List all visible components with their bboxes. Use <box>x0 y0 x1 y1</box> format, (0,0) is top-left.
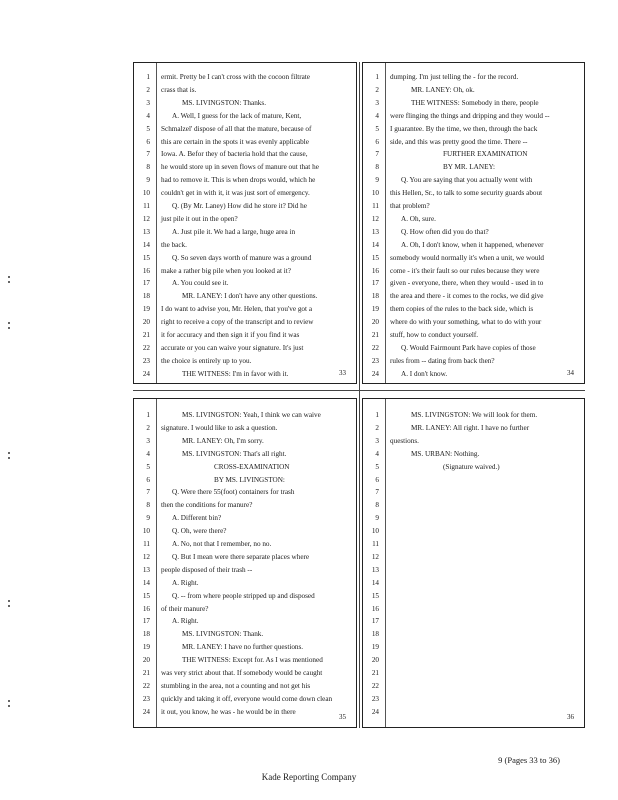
line-number: 9 <box>146 176 150 185</box>
line-text: MS. LIVINGSTON: Thanks. <box>182 98 266 107</box>
line-text: rules from -- dating from back then? <box>390 356 495 365</box>
transcript-line <box>363 486 584 499</box>
line-text: of their manure? <box>161 604 209 613</box>
line-text: Q. You are saying that you actually went with <box>401 176 533 185</box>
line-number: 5 <box>146 462 150 471</box>
line-number: 24 <box>142 369 150 378</box>
line-number: 7 <box>375 488 379 497</box>
page-number: 36 <box>567 713 574 721</box>
transcript-line <box>363 368 584 381</box>
transcript-line <box>363 97 584 110</box>
line-number: 4 <box>146 111 150 120</box>
transcript-line <box>134 654 356 667</box>
line-number: 1 <box>375 73 379 81</box>
line-number: 2 <box>146 423 150 432</box>
line-number: 17 <box>371 279 379 288</box>
margin-dots <box>8 700 10 710</box>
transcript-line <box>134 226 356 239</box>
line-text: this are certain in the spots it was evenly applicable <box>161 137 309 146</box>
line-text: stumbling in the area, not a counting and not get his <box>161 681 311 690</box>
line-number: 8 <box>146 163 150 172</box>
line-text: the choice is entirely up to you. <box>161 356 252 365</box>
line-text: A. Right. <box>172 578 199 587</box>
transcript-line <box>134 71 356 84</box>
line-text: quickly and taking it off, everyone would come down clean <box>161 694 333 703</box>
transcript-line <box>134 277 356 290</box>
transcript-line <box>134 435 356 448</box>
line-text: given - everyone, there, when they would - used in to <box>390 279 544 288</box>
line-number: 16 <box>371 604 379 613</box>
transcript-line <box>363 290 584 303</box>
transcript-line <box>363 409 584 422</box>
line-number: 16 <box>142 604 150 613</box>
line-number: 19 <box>371 305 379 314</box>
transcript-line <box>134 590 356 603</box>
transcript-line <box>363 706 584 719</box>
line-number: 5 <box>375 124 379 133</box>
line-number: 2 <box>375 423 379 432</box>
line-text: somebody would normally it's when a unit, we would <box>390 253 545 262</box>
line-number: 11 <box>372 202 379 210</box>
transcript-line <box>363 148 584 161</box>
line-number: 8 <box>146 501 150 510</box>
line-number: 5 <box>146 124 150 133</box>
line-number: 13 <box>142 227 150 236</box>
transcript-line <box>363 590 584 603</box>
line-number: 2 <box>146 85 150 94</box>
line-number: 9 <box>375 176 379 185</box>
line-number: 22 <box>371 681 379 690</box>
line-text: MR. LANEY: Oh, I'm sorry. <box>182 436 264 445</box>
line-number: 15 <box>142 591 150 600</box>
line-text: that problem? <box>390 202 430 210</box>
transcript-line <box>134 110 356 123</box>
transcript-line <box>134 265 356 278</box>
line-text: had to remove it. This is when drops would, which he <box>161 176 316 185</box>
transcript-line <box>134 512 356 525</box>
transcript-line <box>134 525 356 538</box>
transcript-line <box>134 409 356 422</box>
line-text: A. Right. <box>172 617 199 626</box>
line-number: 22 <box>142 681 150 690</box>
transcript-line <box>134 486 356 499</box>
transcript-line <box>363 239 584 252</box>
transcript-line <box>134 148 356 161</box>
transcript-line <box>363 316 584 329</box>
transcript-line <box>363 136 584 149</box>
transcript-line <box>363 680 584 693</box>
transcript-line <box>363 525 584 538</box>
line-number: 23 <box>142 694 150 703</box>
transcript-line <box>363 84 584 97</box>
line-number: 12 <box>371 552 379 561</box>
transcript-line <box>363 329 584 342</box>
transcript-line <box>363 448 584 461</box>
line-number: 7 <box>146 488 150 497</box>
transcript-line <box>134 577 356 590</box>
line-text: side, and this was pretty good the time. There -- <box>390 137 528 146</box>
line-text: A. I don't know. <box>401 369 448 378</box>
line-number: 11 <box>143 540 150 548</box>
transcript-line <box>363 499 584 512</box>
transcript-line <box>134 316 356 329</box>
line-number: 19 <box>142 305 150 314</box>
line-text: the back. <box>161 240 187 249</box>
transcript-line <box>134 641 356 654</box>
line-text: them copies of the rules to the back side, which is <box>390 305 534 314</box>
transcript-line <box>134 329 356 342</box>
line-number: 24 <box>142 707 150 716</box>
line-number: 23 <box>371 356 379 365</box>
line-number: 17 <box>142 279 150 288</box>
line-number: 16 <box>142 266 150 275</box>
line-text: A. No, not that I remember, no no. <box>172 540 272 548</box>
line-text: where do with your something, what to do with your <box>390 318 542 327</box>
transcript-line <box>363 187 584 200</box>
line-number: 20 <box>142 656 150 665</box>
line-number: 23 <box>371 694 379 703</box>
transcript-line <box>363 577 584 590</box>
transcript-line <box>134 603 356 616</box>
line-text: couldn't get in with it, it was just sort of emergency. <box>161 189 310 198</box>
transcript-line <box>363 422 584 435</box>
line-text: stuff, how to conduct yourself. <box>390 331 479 339</box>
transcript-line <box>363 628 584 641</box>
margin-dots <box>8 322 10 332</box>
transcript-line <box>134 461 356 474</box>
line-text: MR. LANEY: I have no further questions. <box>182 643 304 652</box>
line-text: this Hellen, Sr., to talk to some security guards about <box>390 189 543 198</box>
line-text: Q. So seven days worth of manure was a ground <box>172 253 312 262</box>
line-text: THE WITNESS: I'm in favor with it. <box>182 369 289 378</box>
transcript-line <box>134 136 356 149</box>
margin-dots <box>8 452 10 462</box>
line-number: 24 <box>371 369 379 378</box>
line-number: 6 <box>146 137 150 146</box>
transcript-line <box>134 538 356 551</box>
transcript-line <box>363 110 584 123</box>
line-number: 17 <box>371 617 379 626</box>
line-number: 19 <box>142 643 150 652</box>
line-text: A. You could see it. <box>172 279 229 288</box>
line-text: Q. Were there 55(foot) containers for trash <box>172 488 295 497</box>
line-text: Q. Oh, were there? <box>172 527 227 536</box>
transcript-line <box>363 303 584 316</box>
line-text: MS. LIVINGSTON: We will look for them. <box>411 411 538 419</box>
line-number: 5 <box>375 462 379 471</box>
transcript-line <box>134 303 356 316</box>
transcript-line <box>363 693 584 706</box>
line-text: come - it's their fault so our rules because they were <box>390 266 540 275</box>
transcript-line <box>363 641 584 654</box>
line-number: 21 <box>371 669 379 677</box>
transcript-line <box>363 603 584 616</box>
line-number: 8 <box>375 163 379 172</box>
transcript-line <box>363 200 584 213</box>
line-text: A. Oh, I don't know, when it happened, whenever <box>401 240 544 249</box>
line-text: MR. LANEY: All right. I have no further <box>411 423 530 432</box>
line-number: 21 <box>142 669 150 677</box>
transcript-line <box>363 564 584 577</box>
line-number: 9 <box>146 514 150 523</box>
line-number: 4 <box>375 111 379 120</box>
transcript-line <box>363 161 584 174</box>
transcript-line <box>363 461 584 474</box>
transcript-line <box>134 123 356 136</box>
transcript-page-33 <box>133 62 357 384</box>
line-text: Q. -- from where people stripped up and disposed <box>172 591 315 600</box>
transcript-line <box>134 680 356 693</box>
line-number: 18 <box>371 630 379 639</box>
transcript-line <box>363 213 584 226</box>
line-text: the area and there - it comes to the rocks, we did give <box>390 292 544 301</box>
line-number: 20 <box>371 318 379 327</box>
transcript-line <box>134 368 356 381</box>
line-text: questions. <box>390 436 419 445</box>
line-text: THE WITNESS: Except for. As I was mentioned <box>182 656 323 665</box>
line-text: he would store up in seven flows of manure out that he <box>161 163 319 172</box>
transcript-line <box>363 123 584 136</box>
line-number: 10 <box>142 527 150 536</box>
line-number: 1 <box>146 73 150 81</box>
line-text: MR. LANEY: I don't have any other questions. <box>182 292 318 301</box>
line-text: was very strict about that. If somebody would be caught <box>161 669 323 677</box>
transcript-line <box>134 422 356 435</box>
transcript-page-35 <box>133 398 357 728</box>
line-number: 14 <box>142 578 150 587</box>
transcript-line <box>363 538 584 551</box>
line-number: 2 <box>375 85 379 94</box>
line-text: I do want to advise you, Mr. Helen, that you've got a <box>161 305 313 314</box>
line-text: A. Oh, sure. <box>401 214 436 223</box>
line-number: 9 <box>375 514 379 523</box>
transcript-line <box>134 342 356 355</box>
transcript-line <box>363 174 584 187</box>
transcript-line <box>134 499 356 512</box>
line-number: 3 <box>375 436 379 445</box>
transcript-line <box>363 654 584 667</box>
line-number: 1 <box>375 411 379 419</box>
transcript-line <box>134 615 356 628</box>
line-text: right to receive a copy of the transcript and to review <box>161 318 314 327</box>
reporting-company: Kade Reporting Company <box>261 772 357 782</box>
line-number: 3 <box>146 98 150 107</box>
page-number: 35 <box>339 713 346 721</box>
transcript-line <box>134 174 356 187</box>
transcript-line <box>363 355 584 368</box>
line-number: 23 <box>142 356 150 365</box>
line-number: 3 <box>375 98 379 107</box>
line-number: 7 <box>146 150 150 159</box>
line-number: 6 <box>375 475 379 484</box>
line-text: ermit. Pretty be I can't cross with the cocoon filtrate <box>161 73 310 81</box>
line-text: accurate or you can waive your signature. It's just <box>161 343 304 352</box>
transcript-line <box>363 667 584 680</box>
line-number: 21 <box>142 331 150 339</box>
line-number: 4 <box>146 449 150 458</box>
line-number: 18 <box>371 292 379 301</box>
line-text: THE WITNESS: Somebody in there, people <box>411 98 539 107</box>
transcript-line <box>363 615 584 628</box>
line-number: 22 <box>371 343 379 352</box>
transcript-line <box>134 290 356 303</box>
transcript-line <box>134 213 356 226</box>
line-number: 1 <box>146 411 150 419</box>
line-text: signature. I would like to ask a question. <box>161 423 278 432</box>
line-text: CROSS-EXAMINATION <box>214 462 290 471</box>
transcript-line <box>363 71 584 84</box>
line-text: dumping. I'm just telling the - for the record. <box>390 73 519 81</box>
line-number: 19 <box>371 643 379 652</box>
page-number: 33 <box>339 369 346 377</box>
transcript-line <box>363 435 584 448</box>
line-number: 14 <box>371 240 379 249</box>
line-text: make a rather big pile when you looked at it? <box>161 266 291 275</box>
line-number: 18 <box>142 292 150 301</box>
transcript-line <box>134 628 356 641</box>
line-text: it out, you know, he was - he would be in there <box>161 707 296 716</box>
line-number: 14 <box>142 240 150 249</box>
transcript-page-34 <box>362 62 585 384</box>
line-number: 13 <box>371 227 379 236</box>
line-text: BY MS. LIVINGSTON: <box>214 475 285 484</box>
line-number: 14 <box>371 578 379 587</box>
line-text: Q. Would Fairmount Park have copies of those <box>401 343 536 352</box>
line-number: 13 <box>371 565 379 574</box>
line-number: 4 <box>375 449 379 458</box>
line-text: MS. LIVINGSTON: That's all right. <box>182 449 287 458</box>
line-text: crass that is. <box>161 85 197 94</box>
page-number: 34 <box>567 369 574 377</box>
line-number: 11 <box>372 540 379 548</box>
line-number: 6 <box>146 475 150 484</box>
transcript-line <box>363 342 584 355</box>
transcript-line <box>363 226 584 239</box>
line-number: 20 <box>142 318 150 327</box>
transcript-page-36 <box>362 398 585 728</box>
line-text: just pile it out in the open? <box>161 214 238 223</box>
margin-dots <box>8 600 10 610</box>
line-text: MS. URBAN: Nothing. <box>411 449 480 458</box>
transcript-line <box>363 265 584 278</box>
transcript-line <box>134 355 356 368</box>
line-number: 3 <box>146 436 150 445</box>
transcript-line <box>134 551 356 564</box>
line-text: MS. LIVINGSTON: Yeah, I think we can waive <box>182 411 321 419</box>
line-number: 15 <box>371 253 379 262</box>
line-number: 16 <box>371 266 379 275</box>
line-number: 12 <box>142 552 150 561</box>
line-text: FURTHER EXAMINATION <box>443 150 528 159</box>
line-number: 10 <box>371 527 379 536</box>
line-number: 12 <box>142 214 150 223</box>
line-number: 21 <box>371 331 379 339</box>
line-number: 15 <box>371 591 379 600</box>
transcript-line <box>363 252 584 265</box>
line-text: were flinging the things and dripping and they would -- <box>390 111 550 120</box>
transcript-line <box>134 448 356 461</box>
line-text: MS. LIVINGSTON: Thank. <box>182 630 264 639</box>
page-range: 9 (Pages 33 to 36) <box>498 755 560 765</box>
line-text: it for accuracy and then sign it if you find it was <box>161 331 300 339</box>
transcript-line <box>134 161 356 174</box>
transcript-line <box>134 97 356 110</box>
margin-dots <box>8 276 10 286</box>
line-number: 10 <box>142 189 150 198</box>
transcript-line <box>134 252 356 265</box>
line-text: A. Just pile it. We had a large, huge area in <box>172 227 296 236</box>
transcript-line <box>134 564 356 577</box>
line-number: 12 <box>371 214 379 223</box>
line-number: 8 <box>375 501 379 510</box>
transcript-line <box>134 693 356 706</box>
line-text: BY MR. LANEY: <box>443 163 495 172</box>
line-text: I guarantee. By the time, we then, through the back <box>390 124 538 133</box>
line-text: A. Different bin? <box>172 514 222 523</box>
transcript-line <box>363 277 584 290</box>
line-number: 18 <box>142 630 150 639</box>
line-number: 10 <box>371 189 379 198</box>
line-number: 11 <box>143 202 150 210</box>
transcript-line <box>134 84 356 97</box>
transcript-line <box>134 200 356 213</box>
line-number: 24 <box>371 707 379 716</box>
transcript-line <box>134 706 356 719</box>
line-number: 15 <box>142 253 150 262</box>
line-text: Schmalzel' dispose of all that the mature, because of <box>161 124 312 133</box>
line-text: (Signature waived.) <box>443 462 500 471</box>
line-text: then the conditions for manure? <box>161 501 253 510</box>
line-number: 13 <box>142 565 150 574</box>
transcript-line <box>363 474 584 487</box>
line-text: Q. But I mean were there separate places where <box>172 552 310 561</box>
gutter-line <box>133 390 585 391</box>
transcript-line <box>363 512 584 525</box>
line-text: Iowa. A. Befor they of bacteria hold that the cause, <box>161 150 308 159</box>
line-text: A. Well, I guess for the lack of mature, Kent, <box>172 111 302 120</box>
line-number: 22 <box>142 343 150 352</box>
line-number: 20 <box>371 656 379 665</box>
transcript-line <box>134 474 356 487</box>
transcript-line <box>134 187 356 200</box>
transcript-line <box>134 667 356 680</box>
gutter-line <box>359 62 360 728</box>
line-text: Q. How often did you do that? <box>401 227 489 236</box>
transcript-line <box>363 551 584 564</box>
line-text: people disposed of their trash -- <box>161 565 253 574</box>
line-number: 6 <box>375 137 379 146</box>
line-number: 17 <box>142 617 150 626</box>
line-text: MR. LANEY: Oh, ok. <box>411 85 475 94</box>
transcript-line <box>134 239 356 252</box>
line-number: 7 <box>375 150 379 159</box>
line-text: Q. (By Mr. Laney) How did he store it? Did he <box>172 202 307 210</box>
